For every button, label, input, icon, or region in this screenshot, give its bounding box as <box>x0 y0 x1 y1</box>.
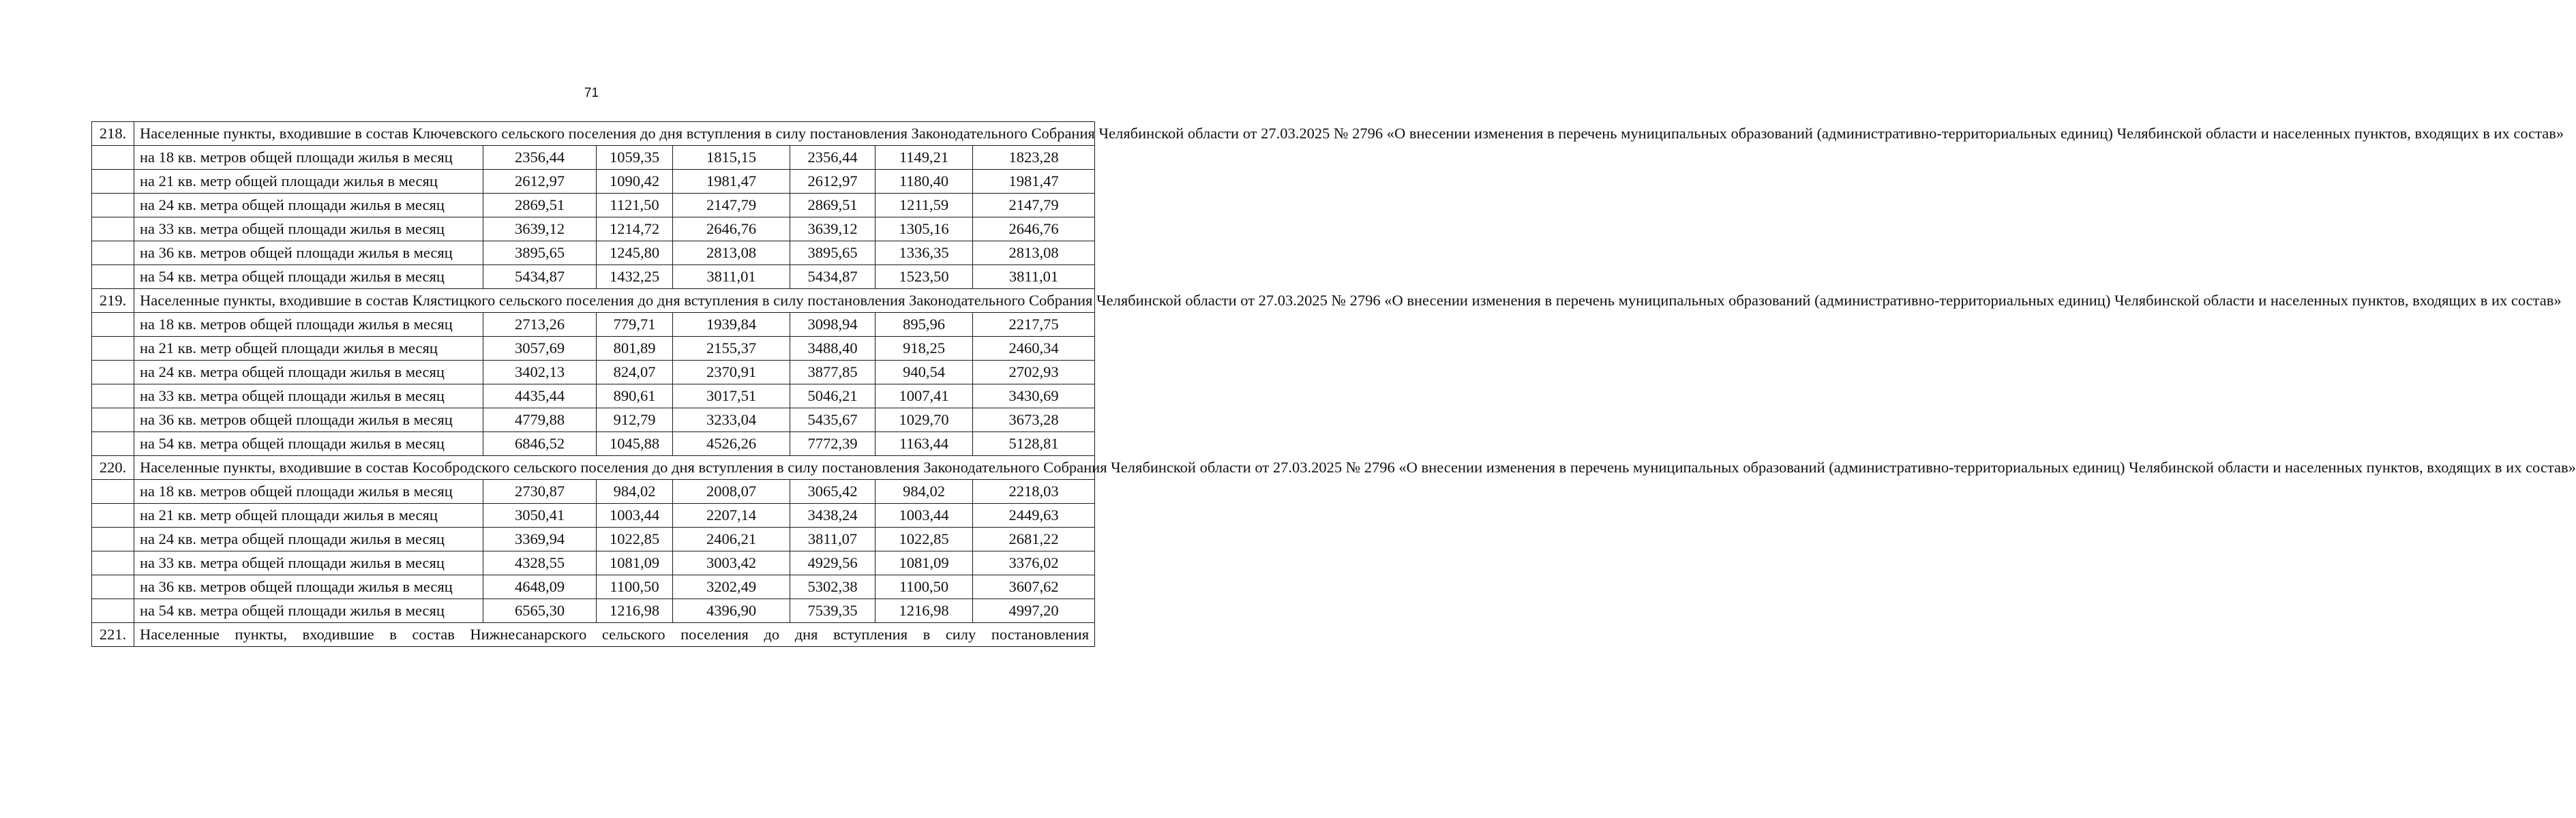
value-cell: 2207,14 <box>673 504 790 528</box>
value-cell: 1216,98 <box>597 599 673 623</box>
value-cell: 3811,01 <box>673 265 790 289</box>
table-row <box>92 146 1095 170</box>
row-label: на 33 кв. метра общей площади жилья в месяц <box>134 551 483 575</box>
value-cell: 4328,55 <box>483 551 597 575</box>
value-cell: 3402,13 <box>483 361 597 384</box>
empty-number-cell <box>92 265 134 289</box>
section-title: Населенные пункты, входившие в состав Кособродского сельского поселения до дня вступления в силу постановления Законодательного Собрания Челябинской области от 27.03.2025 № 2796 «О внесении изменения в перечень муниципальных образований (административно-территориальных единиц) Челябинской области и населенных пунктов, входящих в их состав» <box>134 456 1095 480</box>
empty-number-cell <box>92 504 134 528</box>
value-cell: 5046,21 <box>790 384 875 408</box>
value-cell: 3673,28 <box>973 408 1095 432</box>
value-cell: 984,02 <box>597 480 673 504</box>
value-cell: 1336,35 <box>875 241 973 265</box>
row-label: на 33 кв. метра общей площади жилья в месяц <box>134 217 483 241</box>
value-cell: 2869,51 <box>483 194 597 217</box>
value-cell: 3639,12 <box>790 217 875 241</box>
value-cell: 895,96 <box>875 313 973 337</box>
value-cell: 4997,20 <box>973 599 1095 623</box>
value-cell: 1081,09 <box>875 551 973 575</box>
row-label: на 18 кв. метров общей площади жилья в месяц <box>134 313 483 337</box>
value-cell: 2356,44 <box>483 146 597 170</box>
value-cell: 2869,51 <box>790 194 875 217</box>
value-cell: 2147,79 <box>973 194 1095 217</box>
value-cell: 5302,38 <box>790 575 875 599</box>
row-label: на 18 кв. метров общей площади жилья в месяц <box>134 146 483 170</box>
empty-number-cell <box>92 361 134 384</box>
value-cell: 1100,50 <box>597 575 673 599</box>
value-cell: 1981,47 <box>973 170 1095 194</box>
section-number: 221. <box>92 623 134 647</box>
section-header-row <box>92 122 1095 146</box>
value-cell: 3811,01 <box>973 265 1095 289</box>
row-label: на 36 кв. метров общей площади жилья в месяц <box>134 575 483 599</box>
value-cell: 2702,93 <box>973 361 1095 384</box>
value-cell: 2218,03 <box>973 480 1095 504</box>
value-cell: 2008,07 <box>673 480 790 504</box>
empty-number-cell <box>92 337 134 361</box>
empty-number-cell <box>92 313 134 337</box>
empty-number-cell <box>92 575 134 599</box>
value-cell: 2646,76 <box>973 217 1095 241</box>
value-cell: 4396,90 <box>673 599 790 623</box>
value-cell: 801,89 <box>597 337 673 361</box>
value-cell: 3376,02 <box>973 551 1095 575</box>
value-cell: 3202,49 <box>673 575 790 599</box>
value-cell: 2612,97 <box>483 170 597 194</box>
row-label: на 18 кв. метров общей площади жилья в месяц <box>134 480 483 504</box>
row-label: на 21 кв. метр общей площади жилья в месяц <box>134 170 483 194</box>
value-cell: 1090,42 <box>597 170 673 194</box>
value-cell: 1045,88 <box>597 432 673 456</box>
row-label: на 54 кв. метра общей площади жилья в месяц <box>134 265 483 289</box>
value-cell: 2681,22 <box>973 528 1095 551</box>
value-cell: 1121,50 <box>597 194 673 217</box>
value-cell: 2356,44 <box>790 146 875 170</box>
empty-number-cell <box>92 146 134 170</box>
table-row <box>92 408 1095 432</box>
value-cell: 2646,76 <box>673 217 790 241</box>
value-cell: 3057,69 <box>483 337 597 361</box>
value-cell: 4648,09 <box>483 575 597 599</box>
value-cell: 2449,63 <box>973 504 1095 528</box>
value-cell: 3607,62 <box>973 575 1095 599</box>
section-title: Населенные пункты, входившие в состав Клястицкого сельского поселения до дня вступления в силу постановления Законодательного Собрания Челябинской области от 27.03.2025 № 2796 «О внесении изменения в перечень муниципальных образований (административно-территориальных единиц) Челябинской области и населенных пунктов, входящих в их состав» <box>134 289 1095 313</box>
value-cell: 824,07 <box>597 361 673 384</box>
value-cell: 1305,16 <box>875 217 973 241</box>
value-cell: 7772,39 <box>790 432 875 456</box>
value-cell: 2813,08 <box>973 241 1095 265</box>
row-label: на 21 кв. метр общей площади жилья в месяц <box>134 504 483 528</box>
empty-number-cell <box>92 480 134 504</box>
value-cell: 1815,15 <box>673 146 790 170</box>
value-cell: 3895,65 <box>790 241 875 265</box>
value-cell: 1180,40 <box>875 170 973 194</box>
tariff-table <box>91 121 2576 647</box>
value-cell: 2406,21 <box>673 528 790 551</box>
value-cell: 3438,24 <box>790 504 875 528</box>
empty-number-cell <box>92 194 134 217</box>
table-row <box>92 504 1095 528</box>
table-row <box>92 551 1095 575</box>
row-label: на 24 кв. метра общей площади жилья в месяц <box>134 528 483 551</box>
value-cell: 6565,30 <box>483 599 597 623</box>
empty-number-cell <box>92 217 134 241</box>
table-row <box>92 432 1095 456</box>
value-cell: 2612,97 <box>790 170 875 194</box>
row-label: на 24 кв. метра общей площади жилья в месяц <box>134 194 483 217</box>
value-cell: 1007,41 <box>875 384 973 408</box>
value-cell: 5435,67 <box>790 408 875 432</box>
section-title: Населенные пункты, входившие в состав Ключевского сельского поселения до дня вступления в силу постановления Законодательного Собрания Челябинской области от 27.03.2025 № 2796 «О внесении изменения в перечень муниципальных образований (административно-территориальных единиц) Челябинской области и населенных пунктов, входящих в их состав» <box>134 122 1095 146</box>
value-cell: 1059,35 <box>597 146 673 170</box>
section-header-row <box>92 456 1095 480</box>
value-cell: 3369,94 <box>483 528 597 551</box>
value-cell: 2155,37 <box>673 337 790 361</box>
table-row <box>92 361 1095 384</box>
value-cell: 3895,65 <box>483 241 597 265</box>
table-row <box>92 384 1095 408</box>
value-cell: 2813,08 <box>673 241 790 265</box>
table-row <box>92 528 1095 551</box>
value-cell: 1214,72 <box>597 217 673 241</box>
empty-number-cell <box>92 432 134 456</box>
row-label: на 36 кв. метров общей площади жилья в месяц <box>134 408 483 432</box>
row-label: на 36 кв. метров общей площади жилья в месяц <box>134 241 483 265</box>
value-cell: 3065,42 <box>790 480 875 504</box>
section-number: 219. <box>92 289 134 313</box>
table-row <box>92 480 1095 504</box>
value-cell: 1003,44 <box>875 504 973 528</box>
value-cell: 3639,12 <box>483 217 597 241</box>
row-label: на 54 кв. метра общей площади жилья в месяц <box>134 432 483 456</box>
row-label: на 33 кв. метра общей площади жилья в месяц <box>134 384 483 408</box>
value-cell: 984,02 <box>875 480 973 504</box>
row-label: на 54 кв. метра общей площади жилья в месяц <box>134 599 483 623</box>
table-row <box>92 170 1095 194</box>
table-row <box>92 217 1095 241</box>
value-cell: 1149,21 <box>875 146 973 170</box>
value-cell: 940,54 <box>875 361 973 384</box>
value-cell: 7539,35 <box>790 599 875 623</box>
value-cell: 5128,81 <box>973 432 1095 456</box>
value-cell: 4435,44 <box>483 384 597 408</box>
row-label: на 21 кв. метр общей площади жилья в месяц <box>134 337 483 361</box>
value-cell: 1523,50 <box>875 265 973 289</box>
value-cell: 3488,40 <box>790 337 875 361</box>
section-number: 220. <box>92 456 134 480</box>
value-cell: 3098,94 <box>790 313 875 337</box>
value-cell: 1029,70 <box>875 408 973 432</box>
table-row <box>92 337 1095 361</box>
empty-number-cell <box>92 408 134 432</box>
value-cell: 3017,51 <box>673 384 790 408</box>
value-cell: 4526,26 <box>673 432 790 456</box>
value-cell: 1100,50 <box>875 575 973 599</box>
value-cell: 3003,42 <box>673 551 790 575</box>
empty-number-cell <box>92 551 134 575</box>
value-cell: 890,61 <box>597 384 673 408</box>
value-cell: 2370,91 <box>673 361 790 384</box>
value-cell: 1216,98 <box>875 599 973 623</box>
value-cell: 1211,59 <box>875 194 973 217</box>
value-cell: 3877,85 <box>790 361 875 384</box>
value-cell: 779,71 <box>597 313 673 337</box>
value-cell: 918,25 <box>875 337 973 361</box>
value-cell: 1022,85 <box>597 528 673 551</box>
empty-number-cell <box>92 528 134 551</box>
value-cell: 5434,87 <box>483 265 597 289</box>
section-title: Населенные пункты, входившие в состав Нижнесанарского сельского поселения до дня вступления в силу постановления <box>134 623 1095 647</box>
value-cell: 3430,69 <box>973 384 1095 408</box>
value-cell: 3233,04 <box>673 408 790 432</box>
value-cell: 2460,34 <box>973 337 1095 361</box>
value-cell: 2713,26 <box>483 313 597 337</box>
value-cell: 1163,44 <box>875 432 973 456</box>
value-cell: 912,79 <box>597 408 673 432</box>
empty-number-cell <box>92 599 134 623</box>
page-number: 71 <box>584 86 599 100</box>
value-cell: 1022,85 <box>875 528 973 551</box>
value-cell: 3050,41 <box>483 504 597 528</box>
value-cell: 1981,47 <box>673 170 790 194</box>
value-cell: 1003,44 <box>597 504 673 528</box>
table-row <box>92 194 1095 217</box>
value-cell: 2730,87 <box>483 480 597 504</box>
value-cell: 1939,84 <box>673 313 790 337</box>
table-row <box>92 265 1095 289</box>
value-cell: 2147,79 <box>673 194 790 217</box>
value-cell: 4779,88 <box>483 408 597 432</box>
value-cell: 5434,87 <box>790 265 875 289</box>
value-cell: 1432,25 <box>597 265 673 289</box>
value-cell: 4929,56 <box>790 551 875 575</box>
section-header-row <box>92 623 1095 647</box>
value-cell: 6846,52 <box>483 432 597 456</box>
section-number: 218. <box>92 122 134 146</box>
section-header-row <box>92 289 1095 313</box>
table-row <box>92 575 1095 599</box>
empty-number-cell <box>92 384 134 408</box>
table-row <box>92 241 1095 265</box>
value-cell: 1245,80 <box>597 241 673 265</box>
value-cell: 3811,07 <box>790 528 875 551</box>
row-label: на 24 кв. метра общей площади жилья в месяц <box>134 361 483 384</box>
table-row <box>92 599 1095 623</box>
empty-number-cell <box>92 170 134 194</box>
value-cell: 2217,75 <box>973 313 1095 337</box>
value-cell: 1081,09 <box>597 551 673 575</box>
table-row <box>92 313 1095 337</box>
empty-number-cell <box>92 241 134 265</box>
value-cell: 1823,28 <box>973 146 1095 170</box>
